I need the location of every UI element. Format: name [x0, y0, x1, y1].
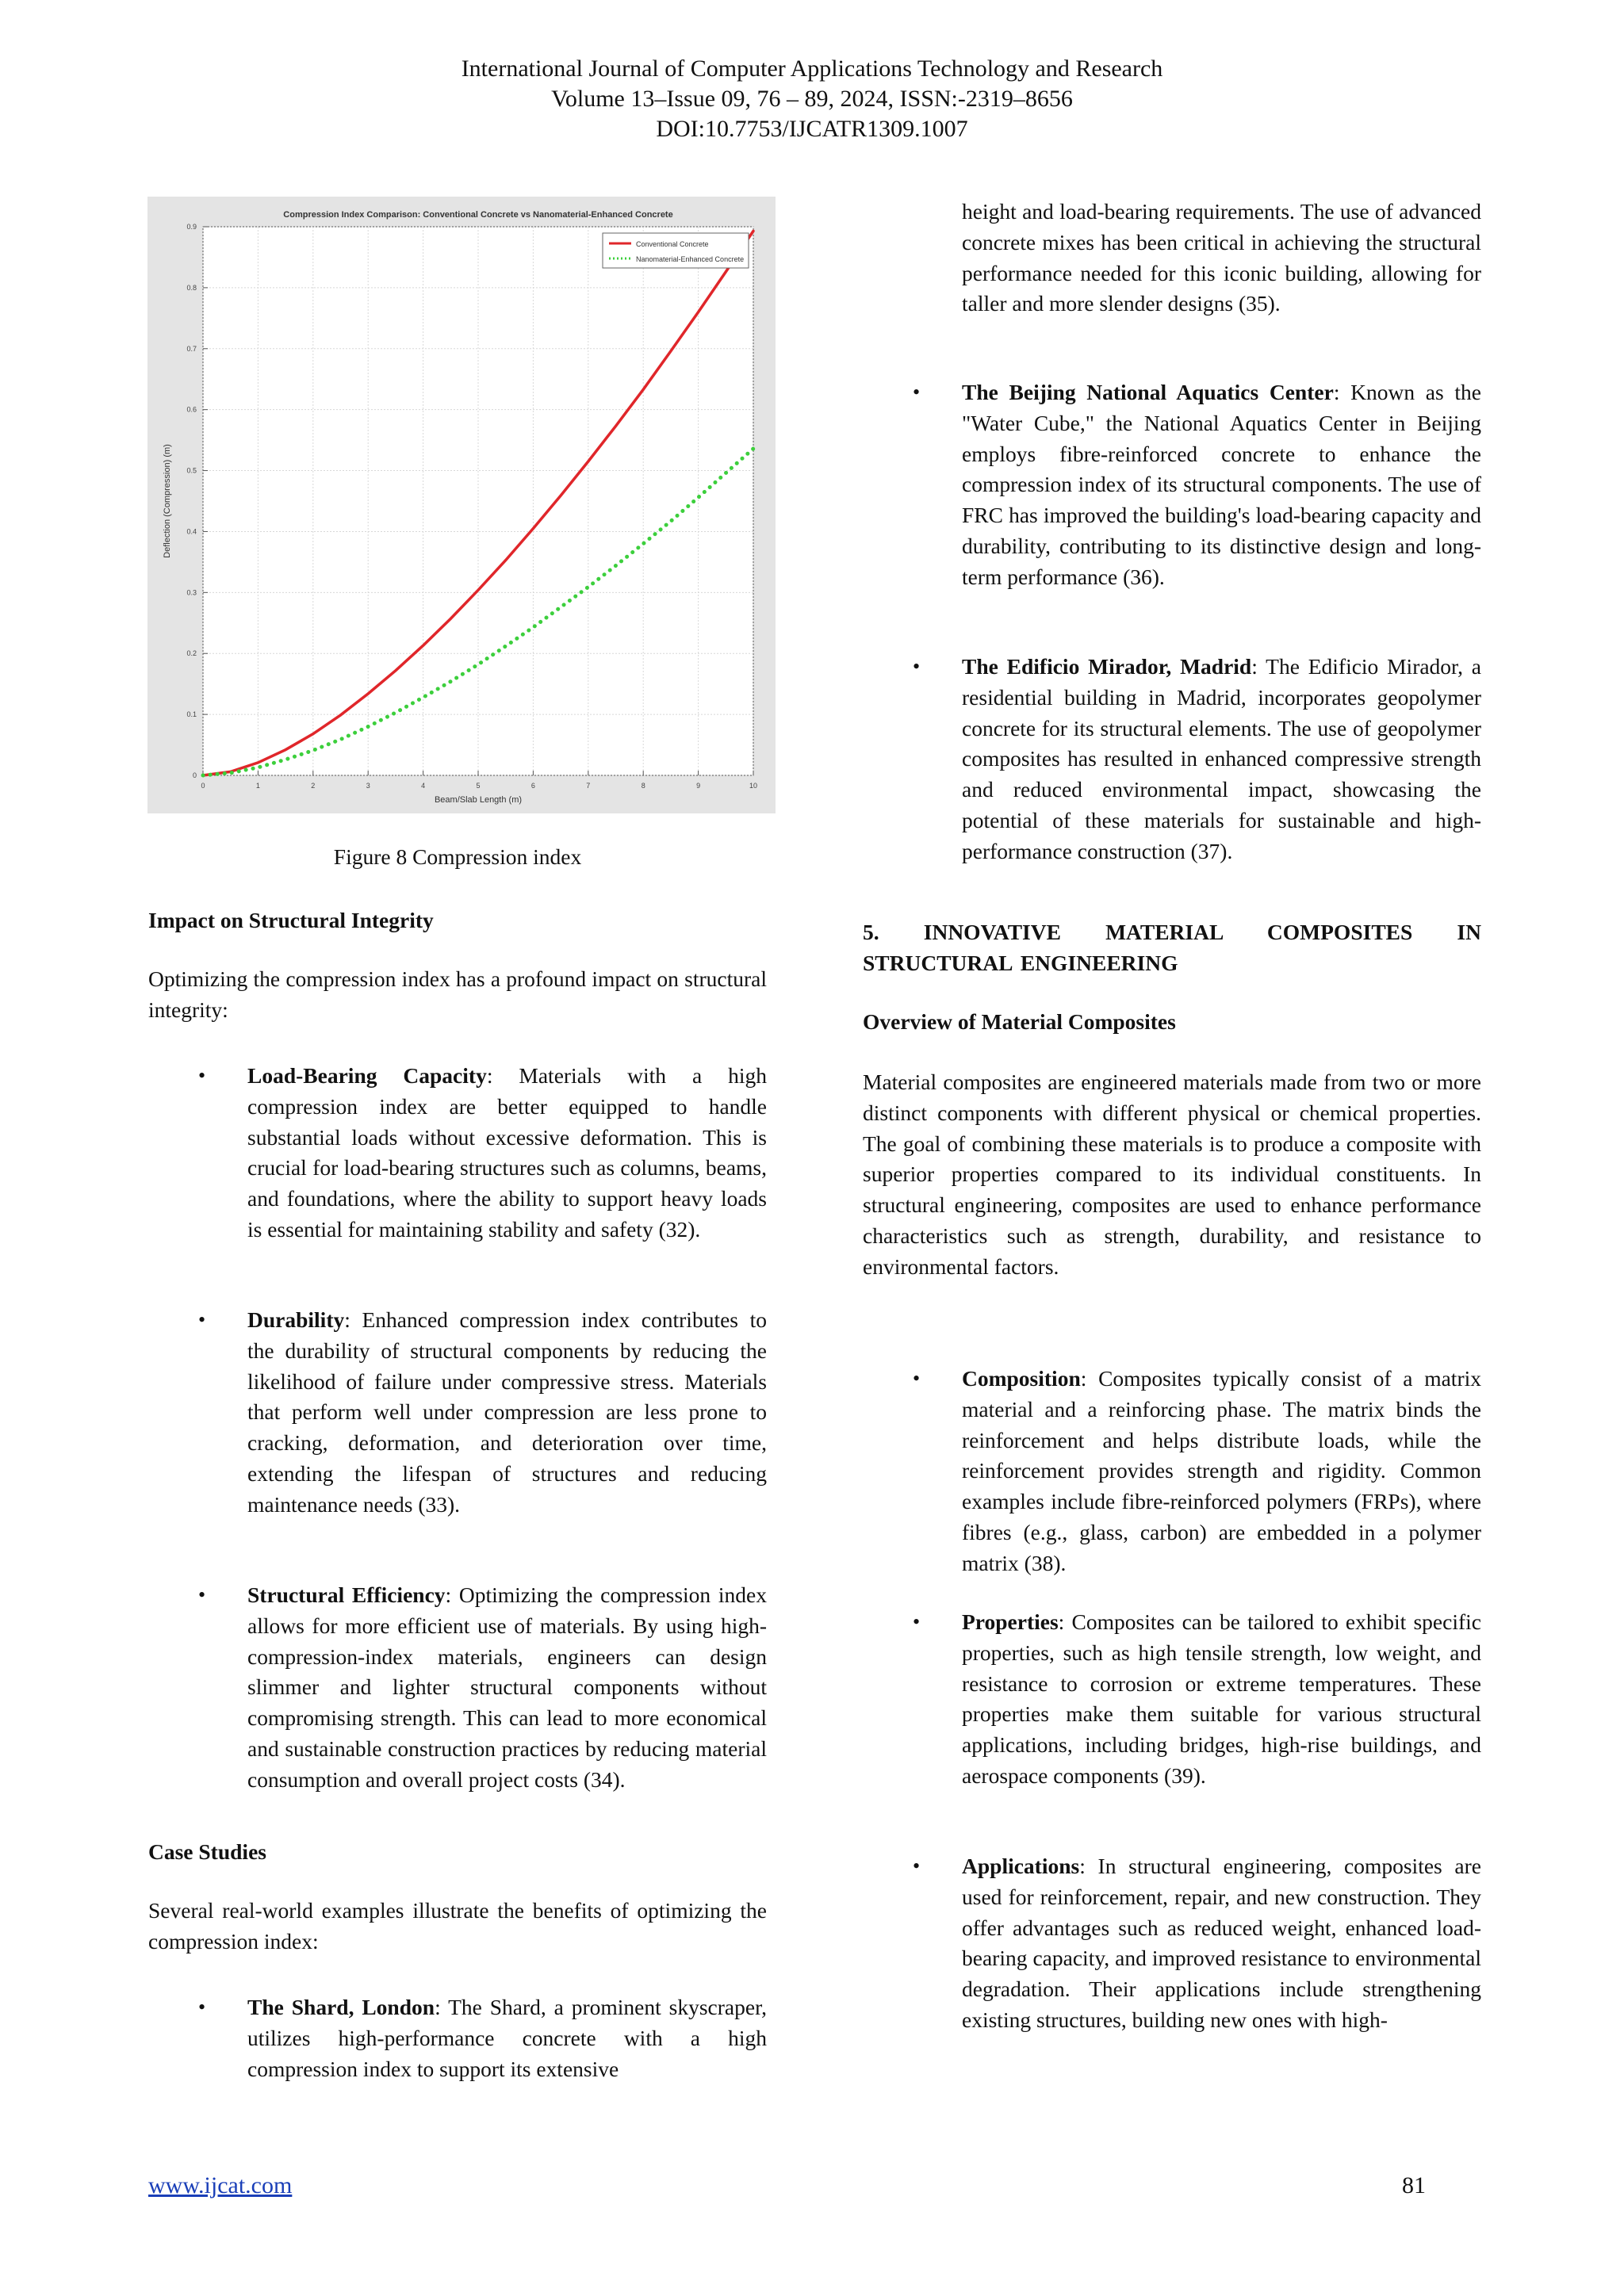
bullet-text: : Materials with a high compression index are better equipped to handle substantial loads without excessive deformation. This is crucial for load-bearing structures such as columns, beams, and foundations, where the ability to support heavy loads is essential for maintaining stability and safety (32). — [247, 1063, 768, 1242]
bullet-dot: • — [913, 1610, 921, 1633]
x-tick-label: 1 — [255, 782, 260, 790]
y-tick-label: 0 — [192, 771, 197, 779]
bullet-text: : Optimizing the compression index allows for more efficient use of materials. By using high-compression-index materials, engineers can design slimmer and lighter structural components without compromising strength. This can lead to more economical and sustainable construction practices by reducing material consumption and overall project costs (34). — [247, 1582, 767, 1792]
bullet-dot: • — [913, 655, 921, 678]
bullet-dot: • — [198, 1308, 206, 1331]
y-axis-label: Deflection (Compression) (m) — [163, 444, 172, 558]
bullet-the-shard — [198, 1992, 768, 2084]
bullet-text: : Known as the "Water Cube," the National Aquatics Center in Beijing employs fibre-reinforced concrete to enhance the compression index of its structural components. The use of FRC has improved the building's load-bearing capacity and durability, contributing to its distinctive design and long-term performance (36). — [962, 380, 1482, 589]
x-tick-label: 8 — [641, 782, 645, 790]
paragraph-impact-intro: Optimizing the compression index has a profound impact on structural integrity: — [148, 966, 767, 1022]
x-tick-label: 0 — [201, 782, 205, 790]
x-tick-label: 10 — [749, 782, 758, 790]
journal-volume: Volume 13–Issue 09, 76 – 89, 2024, ISSN:-2319–8656 — [551, 86, 1073, 112]
y-tick-label: 0.5 — [186, 466, 197, 475]
page-number: 81 — [1402, 2172, 1426, 2198]
journal-doi: DOI:10.7753/IJCATR1309.1007 — [656, 116, 968, 142]
bullet-term: The Shard, London — [247, 1995, 435, 2019]
bullet-dot: • — [913, 1367, 921, 1390]
y-tick-label: 0.8 — [186, 283, 197, 292]
y-tick-label: 0.3 — [186, 588, 197, 597]
y-tick-label: 0.7 — [186, 344, 197, 353]
bullet-beijing-aquatics — [913, 377, 1482, 593]
figure-caption: Figure 8 Compression index — [333, 844, 582, 869]
bullet-term: Structural Efficiency — [247, 1582, 446, 1607]
bullet-durability — [198, 1305, 767, 1521]
bullet-text: : Enhanced compression index contributes to the durability of structural components by reducing the likelihood of failure under compressive stress. Materials that perform well under compression are less prone to cracking, deformation, and deterioration over time, extending the lifespan of structures and reducing maintenance needs (33). — [247, 1307, 767, 1517]
x-tick-label: 4 — [421, 782, 426, 790]
legend — [603, 233, 749, 268]
bullet-text: : In structural engineering, composites are used for reinforcement, repair, and new construction. They offer advantages such as reduced weight, enhanced load-bearing capacity, and improved resistance to environmental degradation. Their applications include strengthening existing structures, building new ones with high- — [962, 1854, 1481, 2032]
journal-title: International Journal of Computer Applications Technology and Research — [461, 55, 1163, 82]
legend-label-conventional: Conventional Concrete — [636, 240, 709, 248]
bullet-term: The Beijing National Aquatics Center — [962, 380, 1334, 404]
bullet-load-bearing — [198, 1061, 768, 1246]
bullet-term: Load-Bearing Capacity — [247, 1063, 487, 1088]
figure-8-chart — [147, 197, 776, 813]
compression-index-chart — [147, 197, 776, 813]
paragraph-shard-continued: height and load-bearing requirements. The use of advanced concrete mixes has been critical in achieving the structural performance needed for this iconic building, allowing for taller and more slender designs (35). — [962, 199, 1481, 316]
bullet-term: Durability — [247, 1307, 345, 1332]
legend-label-nanomaterial: Nanomaterial-Enhanced Concrete — [636, 255, 745, 263]
bullet-edificio-mirador — [913, 652, 1481, 867]
y-tick-label: 0.2 — [186, 649, 197, 658]
x-tick-label: 5 — [476, 782, 481, 790]
x-axis-label: Beam/Slab Length (m) — [434, 795, 523, 805]
bullet-properties — [913, 1607, 1481, 1792]
bullet-text: : The Edificio Mirador, a residential building in Madrid, incorporates geopolymer concrete for its structural elements. The use of geopolymer composites has resulted in enhanced compressive strength and reduced environmental impact, showcasing the potential of these materials for sustainable and high-performance construction (37). — [962, 654, 1481, 863]
heading-overview: Overview of Material Composites — [863, 1009, 1176, 1034]
y-tick-label: 0.4 — [186, 527, 197, 536]
y-tick-label: 0.6 — [186, 405, 197, 414]
x-tick-label: 3 — [366, 782, 370, 790]
bullet-term: Applications — [962, 1854, 1080, 1878]
bullet-dot: • — [913, 1854, 921, 1877]
bullet-applications — [913, 1851, 1481, 2036]
bullet-text: : Composites typically consist of a matrix material and a reinforcing phase. The matrix binds the reinforcement and helps distribute loads, while the reinforcement provides strength and rigidity. Common examples include fibre-reinforced polymers (FRPs), where fibres (e.g., glass, carbon) are embedded in a polymer matrix (38). — [962, 1366, 1481, 1575]
x-tick-label: 6 — [530, 782, 535, 790]
footer-website-link[interactable]: www.ijcat.com — [148, 2172, 293, 2198]
paragraph-overview: Material composites are engineered materials made from two or more distinct components with different physical or chemical properties. The goal of combining these materials is to produce a composite with superior properties compared to its individual constituents. In structural engineering, composites are used to enhance performance characteristics such as strength, durability, and resistance to environmental factors. — [863, 1070, 1481, 1279]
bullet-composition — [913, 1364, 1481, 1579]
paragraph-case-intro: Several real-world examples illustrate the benefits of optimizing the compression index: — [148, 1898, 767, 1954]
x-tick-label: 2 — [311, 782, 316, 790]
bullet-text: : The Shard, a prominent skyscraper, utilizes high-performance concrete with a high compression index to support its extensive — [247, 1995, 768, 2081]
x-tick-label: 9 — [696, 782, 701, 790]
bullet-dot: • — [198, 1583, 206, 1606]
journal-header — [0, 54, 1624, 144]
bullet-dot: • — [913, 381, 921, 404]
bullet-dot: • — [198, 1064, 206, 1087]
bullet-term: Composition — [962, 1366, 1081, 1391]
heading-impact: Impact on Structural Integrity — [148, 908, 434, 932]
bullet-dot: • — [198, 1996, 206, 2019]
heading-case-studies: Case Studies — [148, 1839, 266, 1864]
bullet-term: The Edificio Mirador, Madrid — [962, 654, 1252, 679]
section-heading-composites: 5. INNOVATIVE MATERIAL COMPOSITES IN STRUCTURAL ENGINEERING — [863, 920, 1481, 975]
x-tick-label: 7 — [586, 782, 591, 790]
bullet-text: : Composites can be tailored to exhibit specific properties, such as high tensile strength, low weight, and resistance to corrosion or extreme temperatures. These properties make them suitable for various structural applications, including bridges, high-rise buildings, and aerospace components (39). — [962, 1609, 1481, 1788]
bullet-term: Properties — [962, 1609, 1059, 1634]
y-tick-label: 0.1 — [186, 710, 197, 719]
y-tick-label: 0.9 — [186, 223, 197, 231]
chart-title: Compression Index Comparison: Conventional Concrete vs Nanomaterial-Enhanced Concrete — [283, 210, 673, 220]
bullet-structural-efficiency — [198, 1580, 767, 1796]
